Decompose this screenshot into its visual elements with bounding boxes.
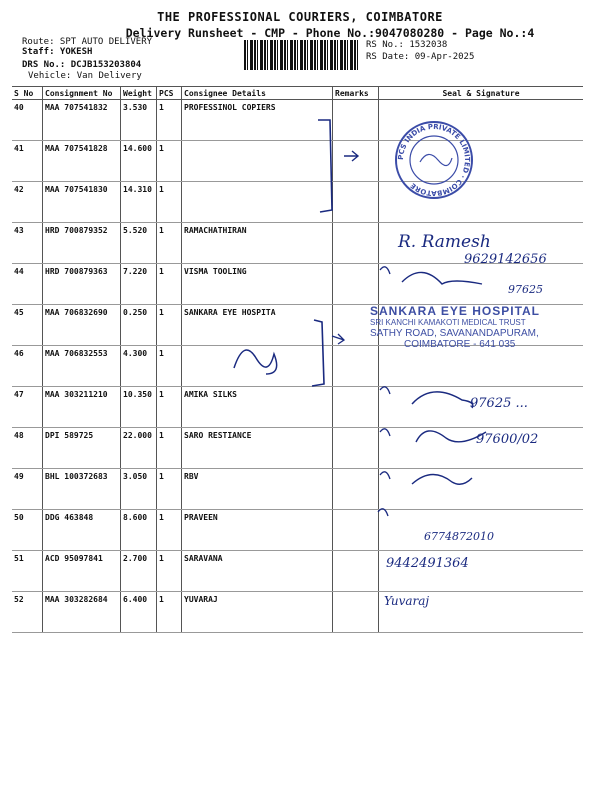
row-consignee: VISMA TOOLING — [182, 264, 333, 305]
row-sno: 42 — [12, 182, 43, 223]
col-consignee: Consignee Details — [182, 87, 333, 100]
seal-line-3: SATHY ROAD, SAVANANDAPURAM, — [370, 328, 539, 339]
phone-43: 9629142656 — [464, 252, 547, 267]
row-sno: 43 — [12, 223, 43, 264]
seal-line-4: COIMBATORE - 641 035 — [404, 339, 516, 350]
company-round-stamp — [392, 118, 476, 202]
table-row — [12, 182, 583, 223]
row-sno: 47 — [12, 387, 43, 428]
row-weight: 7.220 — [121, 264, 157, 305]
row-pcs: 1 — [157, 141, 182, 182]
row-consignment-no: BHL 100372683 — [43, 469, 121, 510]
row-pcs: 1 — [157, 510, 182, 551]
col-pcs: PCS — [157, 87, 182, 100]
row-consignee: SANKARA EYE HOSPITA — [182, 305, 333, 346]
table-header-row — [12, 87, 583, 100]
svg-text:PCS INDIA PRIVATE LIMITED · CO — [397, 123, 471, 197]
row-consignee: YUVARAJ — [182, 592, 333, 633]
row-consignment-no: MAA 706832553 — [43, 346, 121, 387]
row-consignee: PRAVEEN — [182, 510, 333, 551]
handwritten-scribbles — [372, 260, 592, 520]
row-weight: 14.600 — [121, 141, 157, 182]
row-pcs: 1 — [157, 346, 182, 387]
table-row — [12, 551, 583, 592]
row-pcs: 1 — [157, 182, 182, 223]
runsheet-title: THE PROFESSIONAL COURIERS, COIMBATORE — [157, 10, 443, 24]
table-row — [12, 100, 583, 141]
signature-50: 6774872010 — [424, 530, 494, 543]
row-sno: 44 — [12, 264, 43, 305]
row-weight: 0.250 — [121, 305, 157, 346]
signature-43: R. Ramesh — [398, 232, 491, 252]
row-sno: 48 — [12, 428, 43, 469]
row-consignment-no: MAA 706832690 — [43, 305, 121, 346]
rs-number: RS No.: 1532038 — [366, 40, 448, 50]
staff-label: Staff: YOKESH — [22, 47, 93, 57]
row-consignment-no: MAA 707541828 — [43, 141, 121, 182]
row-sno: 50 — [12, 510, 43, 551]
row-consignee: AMIKA SILKS — [182, 387, 333, 428]
row-consignment-no: HRD 700879352 — [43, 223, 121, 264]
row-consignment-no: MAA 303211210 — [43, 387, 121, 428]
bracket-mark — [300, 116, 370, 216]
row-weight: 10.350 — [121, 387, 157, 428]
row-pcs: 1 — [157, 551, 182, 592]
row-remarks — [333, 551, 379, 592]
seal-line-2: SRI KANCHI KAMAKOTI MEDICAL TRUST — [370, 318, 526, 327]
row-pcs: 1 — [157, 592, 182, 633]
vehicle-label: Vehicle: Van Delivery — [28, 71, 142, 81]
row-consignment-no: HRD 700879363 — [43, 264, 121, 305]
phone-48: 97600/02 — [476, 432, 539, 447]
row-pcs: 1 — [157, 264, 182, 305]
row-weight: 6.400 — [121, 592, 157, 633]
route-label: Route: SPT AUTO DELIVERY — [22, 37, 153, 47]
signature-52: Yuvaraj — [384, 594, 430, 608]
row-pcs: 1 — [157, 469, 182, 510]
row-consignment-no: MAA 707541832 — [43, 100, 121, 141]
row-weight: 2.700 — [121, 551, 157, 592]
row-weight: 5.520 — [121, 223, 157, 264]
row-pcs: 1 — [157, 305, 182, 346]
row-consignment-no: MAA 707541830 — [43, 182, 121, 223]
row-weight: 3.050 — [121, 469, 157, 510]
row-sno: 46 — [12, 346, 43, 387]
row-sno: 40 — [12, 100, 43, 141]
row-sno: 51 — [12, 551, 43, 592]
phone-51: 9442491364 — [386, 556, 469, 571]
row-consignment-no: ACD 95097841 — [43, 551, 121, 592]
row-sno: 49 — [12, 469, 43, 510]
row-remarks — [333, 223, 379, 264]
row-remarks — [333, 592, 379, 633]
row-weight: 4.300 — [121, 346, 157, 387]
seal-line-1: SANKARA EYE HOSPITAL — [370, 304, 541, 318]
table-row — [12, 592, 583, 633]
row-weight: 22.000 — [121, 428, 157, 469]
row-sno: 41 — [12, 141, 43, 182]
table-row — [12, 141, 583, 182]
row-consignment-no: DDG 463848 — [43, 510, 121, 551]
row-sno: 52 — [12, 592, 43, 633]
row-sno: 45 — [12, 305, 43, 346]
col-seal-signature: Seal & Signature — [379, 87, 584, 100]
row-pcs: 1 — [157, 387, 182, 428]
runsheet-subtitle: Delivery Runsheet - CMP - Phone No.:9047080280 - Page No.:4 — [125, 26, 535, 40]
row-pcs: 1 — [157, 100, 182, 141]
row-pcs: 1 — [157, 223, 182, 264]
row-consignee: PROFESSINOL COPIERS — [182, 100, 333, 141]
row-pcs: 1 — [157, 428, 182, 469]
col-sno: S No — [12, 87, 43, 100]
phone-47: 97625 ... — [470, 396, 528, 411]
rs-date: RS Date: 09-Apr-2025 — [366, 52, 475, 62]
row-weight: 14.310 — [121, 182, 157, 223]
barcode — [244, 40, 360, 70]
row-consignment-no: DPI 589725 — [43, 428, 121, 469]
stamp-text: PCS INDIA PRIVATE LIMITED · COIMBATORE — [396, 122, 472, 198]
row-consignee: SARAVANA — [182, 551, 333, 592]
col-weight: Weight — [121, 87, 157, 100]
col-consignment: Consignment No — [43, 87, 121, 100]
row-consignment-no: MAA 303282684 — [43, 592, 121, 633]
phone-44: 97625 — [508, 283, 543, 296]
row-consignee: RAMACHATHIRAN — [182, 223, 333, 264]
row-weight: 8.600 — [121, 510, 157, 551]
col-remarks: Remarks — [333, 87, 379, 100]
row-consignee: SARO RESTIANCE — [182, 428, 333, 469]
row-weight: 3.530 — [121, 100, 157, 141]
row-consignee: RBV — [182, 469, 333, 510]
drs-label: DRS No.: DCJB153203804 — [22, 60, 142, 70]
bracket-mark-2 — [226, 314, 356, 390]
